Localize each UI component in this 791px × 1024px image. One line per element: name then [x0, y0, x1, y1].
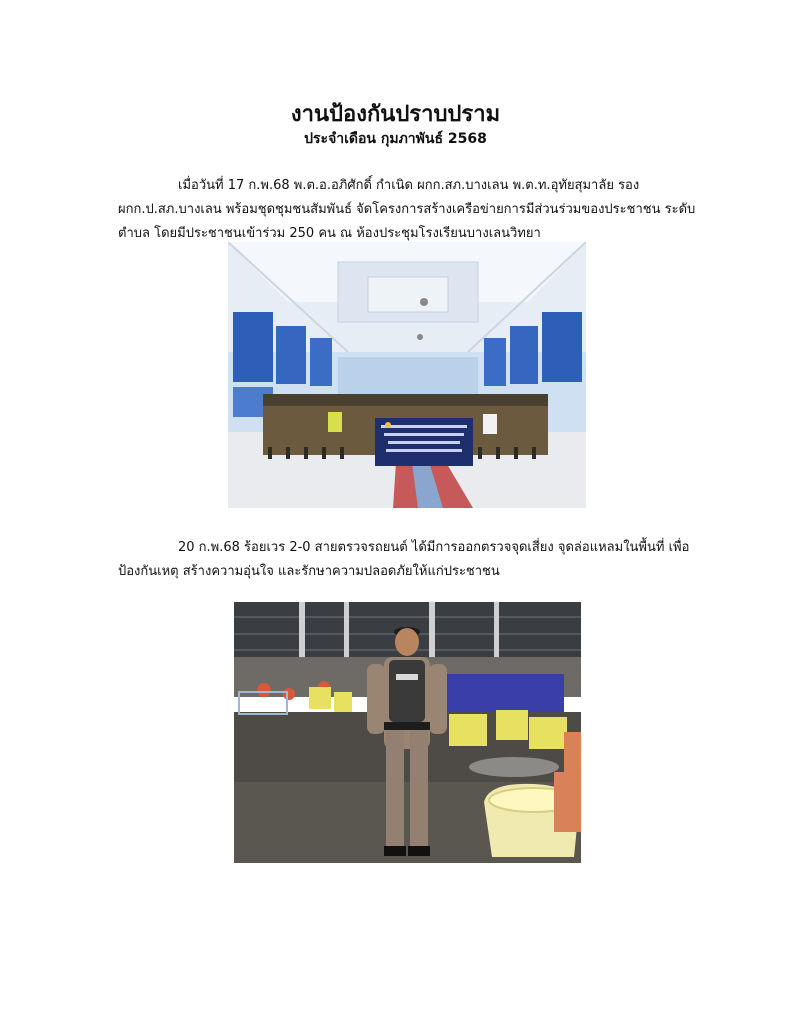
page-subtitle: ประจำเดือน กุมภาพันธ์ 2568	[304, 131, 487, 147]
page-title: งานป้องกันปราบปราม	[290, 102, 501, 127]
photo-police-market	[234, 602, 581, 863]
paragraph-meeting: เมื่อวันที่ 17 ก.พ.68 พ.ต.อ.อภิศักดิ์ กำเนิด ผกก.สภ.บางเลน พ.ต.ท.อุทัยสุมาลัย รอง ผกก.ป.สภ.บางเลน พร้อมชุดชุมชนสัมพันธ์ จัดโครงการสร้างเครือข่ายการมีส่วนร่วมของประชาชน ระดับตำบล โดยมีประชาชนเข้าร่วม 250 คน ณ ห้องประชุมโรงเรียนบางเลนวิทยา	[118, 178, 696, 241]
photo-meeting-group	[228, 242, 586, 508]
paragraph-patrol: 20 ก.พ.68 ร้อยเวร 2-0 สายตรวจรถยนต์ ได้มีการออกตรวจจุดเสี่ยง จุดล่อแหลมในพื้นที่ เพื่อป้องกันเหตุ สร้างความอุ่นใจ และรักษาความปลอดภัยให้แก่ประชาชน	[118, 540, 690, 579]
